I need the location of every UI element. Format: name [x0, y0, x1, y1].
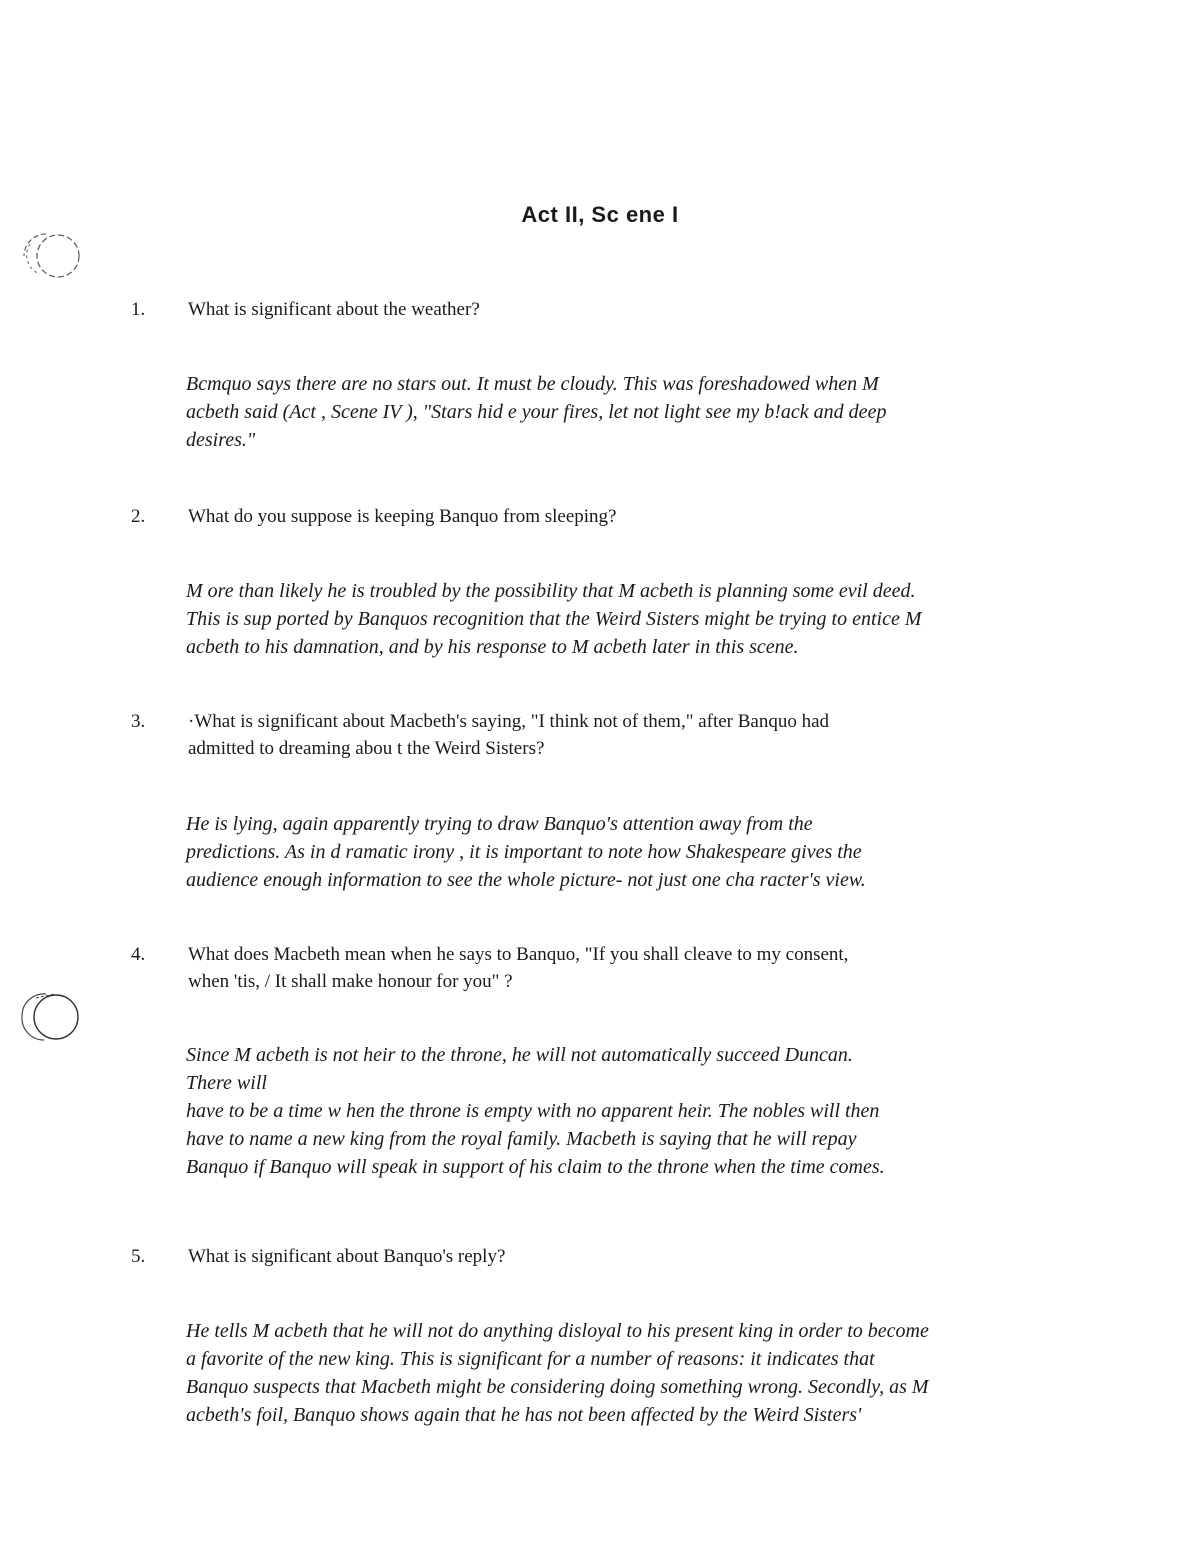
- question-number: 5.: [131, 1246, 146, 1267]
- answer-line: Banquo if Banquo will speak in support of his claim to the throne when the time comes.: [186, 1156, 885, 1178]
- question-text: [188, 1243, 1048, 1270]
- question-text: [188, 941, 1048, 995]
- question-line: ·What is significant about Macbeth's saying, "I think not of them," after Banquo had: [188, 711, 830, 732]
- answer-line: He tells M acbeth that he will not do anything disloyal to his present king in order to become: [186, 1320, 929, 1342]
- answer-line: M ore than likely he is troubled by the possibility that M acbeth is planning some evil deed.: [186, 580, 916, 602]
- answer-3: [186, 810, 1054, 894]
- hole-punch-mark: [16, 222, 86, 282]
- answer-line: have to be a time w hen the throne is empty with no apparent heir. The nobles will then: [186, 1100, 880, 1122]
- answer-line: acbeth to his damnation, and by his response to M acbeth later in this scene.: [186, 636, 799, 658]
- answer-line: desires.": [186, 429, 256, 451]
- question-text: [188, 708, 1048, 762]
- answer-line: Bcmquo says there are no stars out. It must be cloudy. This was foreshadowed when M: [186, 373, 879, 395]
- answer-5: [186, 1317, 1054, 1429]
- answer-line: a favorite of the new king. This is significant for a number of reasons: it indicates that: [186, 1348, 875, 1370]
- answer-line: have to name a new king from the royal family. Macbeth is saying that he will repay: [186, 1128, 857, 1150]
- answer-line: Since M acbeth is not heir to the throne, he will not automatically succeed Duncan.: [186, 1044, 853, 1066]
- answer-line: predictions. As in d ramatic irony , it is important to note how Shakespeare gives the: [186, 841, 862, 863]
- question-text: [188, 503, 1048, 530]
- question-line: What does Macbeth mean when he says to Banquo, "If you shall cleave to my consent,: [188, 944, 849, 965]
- page-title: Act II, Sc ene I: [521, 202, 679, 227]
- answer-line: There will: [186, 1072, 267, 1094]
- answer-line: This is sup ported by Banquos recognition that the Weird Sisters might be trying to entice M: [186, 608, 922, 630]
- question-number: 4.: [131, 944, 146, 965]
- answer-line: He is lying, again apparently trying to draw Banquo's attention away from the: [186, 813, 813, 835]
- answer-1: [186, 370, 1054, 454]
- question-line: What do you suppose is keeping Banquo from sleeping?: [188, 506, 617, 527]
- question-line: when 'tis, / It shall make honour for you" ?: [188, 971, 513, 992]
- question-number: 2.: [131, 506, 146, 527]
- answer-line: audience enough information to see the whole picture- not just one cha racter's view.: [186, 869, 866, 891]
- answer-line: acbeth said (Act , Scene IV ), "Stars hid e your fires, let not light see my b!ack and deep: [186, 401, 887, 423]
- question-line: admitted to dreaming abou t the Weird Sisters?: [188, 738, 545, 759]
- question-number: 1.: [131, 299, 146, 320]
- question-line: What is significant about Banquo's reply?: [188, 1246, 506, 1267]
- answer-2: [186, 577, 1054, 661]
- hole-punch-mark: [14, 986, 84, 1046]
- answer-4: [186, 1041, 1054, 1181]
- question-line: What is significant about the weather?: [188, 299, 480, 320]
- question-text: [188, 296, 1048, 323]
- answer-line: Banquo suspects that Macbeth might be considering doing something wrong. Secondly, as M: [186, 1376, 929, 1398]
- question-number: 3.: [131, 711, 146, 732]
- answer-line: acbeth's foil, Banquo shows again that he has not been affected by the Weird Sisters': [186, 1404, 862, 1426]
